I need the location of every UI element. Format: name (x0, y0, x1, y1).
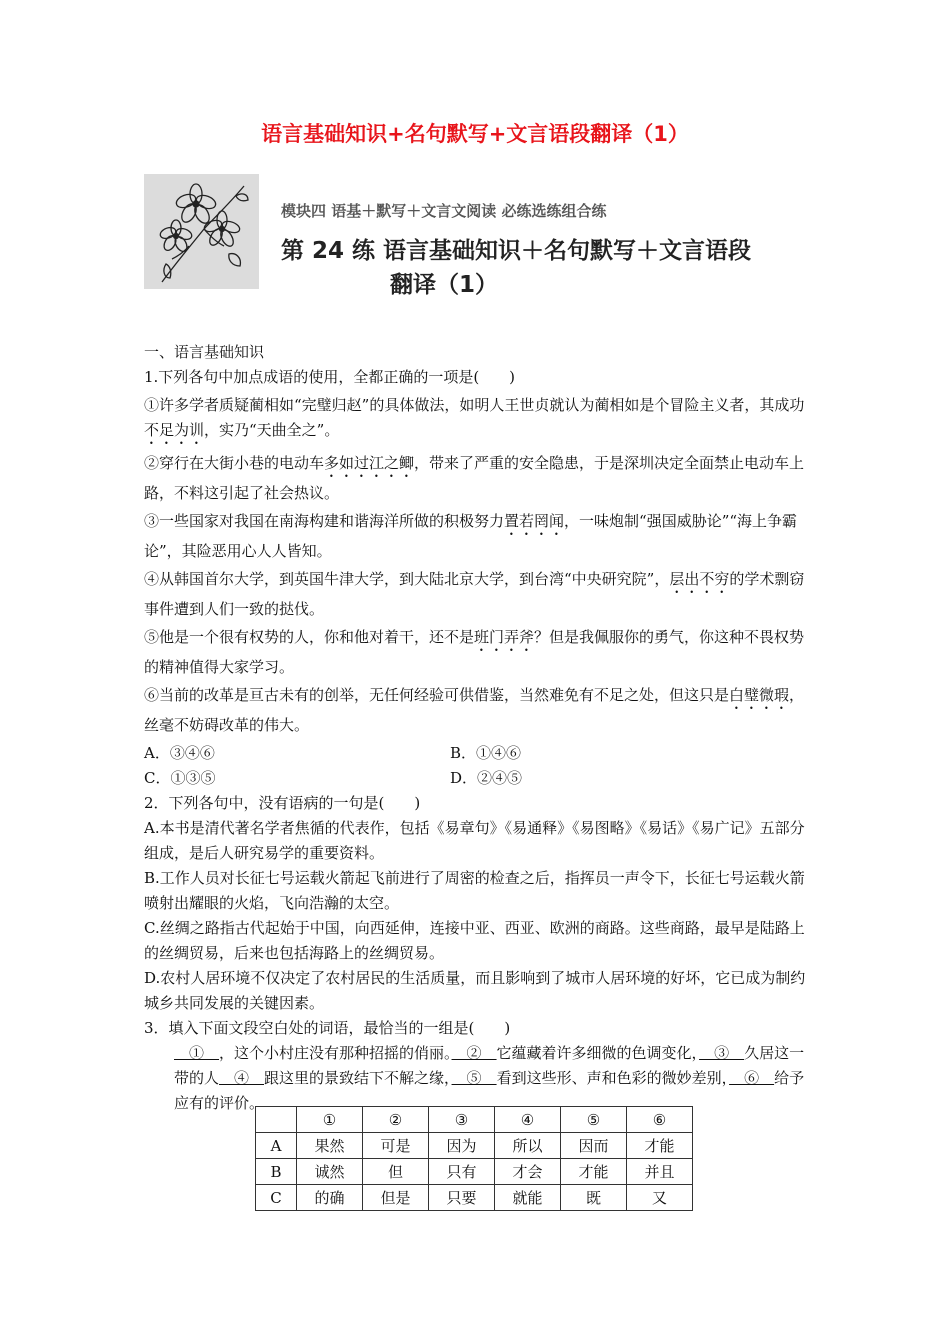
document-title: 语言基础知识+名句默写+文言语段翻译（1） (261, 122, 689, 146)
table-row (256, 1133, 693, 1159)
blank-3: ③ (699, 1044, 745, 1062)
table-cell: 所以 (495, 1133, 561, 1159)
lesson-title-continued: 翻译（1） (390, 272, 499, 298)
table-cell: 因而 (561, 1133, 627, 1159)
q1-options-row-1 (144, 741, 808, 766)
table-cell: C (256, 1185, 297, 1211)
table-row (256, 1159, 693, 1185)
table-header-row (256, 1107, 693, 1133)
blank-6: ⑥ (729, 1069, 775, 1087)
table-cell: 并且 (627, 1159, 693, 1185)
table-cell: 只有 (429, 1159, 495, 1185)
lesson-title: 第 24 练 语言基础知识＋名句默写＋文言语段 (281, 238, 752, 264)
question-3-stem: 3．填入下面文段空白处的词语，最恰当的一组是( ) (144, 1019, 511, 1037)
table-cell: 才能 (561, 1159, 627, 1185)
table-cell: B (256, 1159, 297, 1185)
q2-option-d: D.农村人居环境不仅决定了农村居民的生活质量，而且影响到了城市人居环境的好坏，它已成为制约城乡共同发展的关键因素。 (144, 969, 806, 1012)
blank-2: ② (451, 1044, 497, 1062)
table-cell: 但是 (363, 1185, 429, 1211)
table-cell: 但 (363, 1159, 429, 1185)
q1-sentence-5: ⑤他是一个很有权势的人，你和他对着干，还不是班门弄斧？但是我佩服你的勇气，你这种不畏权势的精神值得大家学习。 (144, 628, 805, 676)
table-cell (256, 1107, 297, 1133)
q1-sentence-6: ⑥当前的改革是亘古未有的创举，无任何经验可供借鉴，当然难免有不足之处，但这只是白璧微瑕，丝毫不妨碍改革的伟大。 (144, 686, 805, 734)
q3-passage: ① ，这个小村庄没有那种招摇的俏丽。 ② 它蕴藏着许多细微的色调变化， ③ 久居这一带的人 ④ 跟这里的景致结下不解之缘， ⑤ 看到这些形、声和色彩的微妙差别， ⑥ 给予应有的评价。 (174, 1044, 805, 1112)
table-cell: ⑥ (627, 1107, 693, 1133)
answer-table (255, 1106, 693, 1211)
q1-option-b: B．①④⑥ (450, 744, 522, 762)
blank-1: ① (174, 1044, 220, 1062)
table-row (256, 1185, 693, 1211)
table-cell: ⑤ (561, 1107, 627, 1133)
q1-sentence-1: ①许多学者质疑蔺相如“完璧归赵”的具体做法，如明人王世贞就认为蔺相如是个冒险主义者，其成功不足为训，实乃“天曲全之”。 (144, 396, 805, 439)
q1-sentence-3: ③一些国家对我国在南海构建和谐海洋所做的积极努力置若罔闻，一味炮制“强国威胁论”“海上争霸论”，其险恶用心人人皆知。 (144, 512, 798, 560)
table-cell: ② (363, 1107, 429, 1133)
question-content (144, 340, 808, 1116)
table-cell: A (256, 1133, 297, 1159)
table-cell: ④ (495, 1107, 561, 1133)
q2-option-b: B.工作人员对长征七号运载火箭起飞前进行了周密的检查之后，指挥员一声令下，长征七号运载火箭喷射出耀眼的火焰，飞向浩瀚的太空。 (144, 869, 805, 912)
table-cell: 可是 (363, 1133, 429, 1159)
q1-option-c: C．①③⑤ (144, 769, 216, 787)
q2-option-c: C.丝绸之路指古代起始于中国，向西延伸，连接中亚、西亚、欧洲的商路。这些商路，最早是陆路上的丝绸贸易，后来也包括海路上的丝绸贸易。 (144, 919, 805, 962)
question-1-stem: 1.下列各句中加点成语的使用，全都正确的一项是( ) (144, 368, 516, 386)
table-cell: 就能 (495, 1185, 561, 1211)
table-cell: 的确 (297, 1185, 363, 1211)
blank-4: ④ (219, 1069, 265, 1087)
q2-option-a: A.本书是清代著名学者焦循的代表作，包括《易章句》《易通释》《易图略》《易话》《易广记》五部分组成，是后人研究易学的重要资料。 (144, 819, 805, 862)
table-cell: 既 (561, 1185, 627, 1211)
blank-5: ⑤ (451, 1069, 497, 1087)
q1-options-row-2 (144, 766, 808, 791)
table-cell: ③ (429, 1107, 495, 1133)
q1-option-a: A．③④⑥ (144, 744, 215, 762)
module-label: 模块四 语基＋默写＋文言文阅读 必练选练组合练 (281, 202, 607, 220)
table-cell: 只要 (429, 1185, 495, 1211)
table-cell: 诚然 (297, 1159, 363, 1185)
table-cell: 又 (627, 1185, 693, 1211)
table-cell: 才能 (627, 1133, 693, 1159)
q1-sentence-2: ②穿行在大街小巷的电动车多如过江之鲫，带来了严重的安全隐患，于是深圳决定全面禁止电动车上路，不料这引起了社会热议。 (144, 454, 805, 502)
q1-option-d: D．②④⑤ (450, 769, 523, 787)
table-cell: 因为 (429, 1133, 495, 1159)
flower-illustration-icon (144, 174, 259, 289)
q1-sentence-4: ④从韩国首尔大学，到英国牛津大学，到大陆北京大学，到台湾“中央研究院”，层出不穷的学术剽窃事件遭到人们一致的挞伐。 (144, 570, 805, 618)
section-heading: 一、语言基础知识 (144, 343, 265, 361)
table-cell: ① (297, 1107, 363, 1133)
table-cell: 才会 (495, 1159, 561, 1185)
question-2-stem: 2．下列各句中，没有语病的一句是( ) (144, 794, 421, 812)
table-cell: 果然 (297, 1133, 363, 1159)
